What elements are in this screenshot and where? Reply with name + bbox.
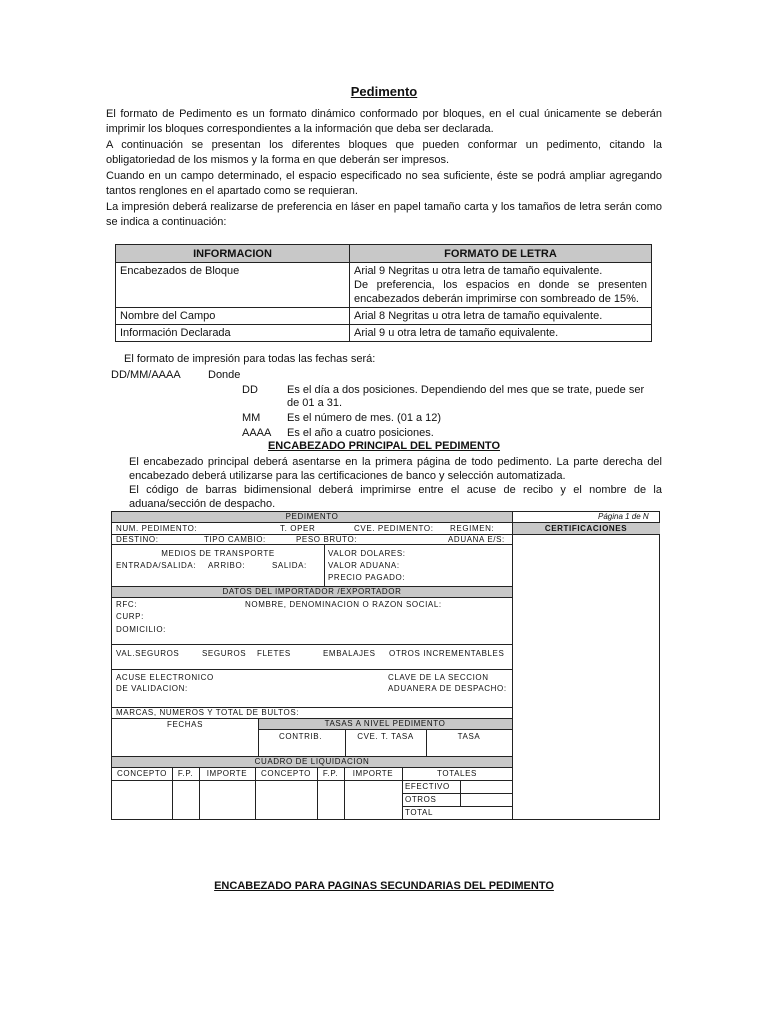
- label-aduanera-despacho: ADUANERA DE DESPACHO:: [388, 684, 507, 693]
- label-domicilio: DOMICILIO:: [116, 625, 167, 634]
- table-row: [116, 308, 652, 325]
- form-header-pedimento: PEDIMENTO: [285, 512, 339, 521]
- liq-header-concepto-1: CONCEPTO: [117, 769, 167, 778]
- label-curp: CURP:: [116, 612, 144, 621]
- label-valor-dolares: VALOR DOLARES:: [328, 549, 406, 558]
- label-contrib: CONTRIB.: [279, 732, 323, 741]
- date-code-dd: DD: [242, 384, 258, 396]
- cell-info: Encabezados de Bloque: [116, 263, 350, 308]
- cell-format: Arial 8 Negritas u otra letra de tamaño equivalente.: [350, 308, 652, 325]
- form-header-cuadro-liquidacion: CUADRO DE LIQUIDACION: [254, 757, 370, 766]
- label-acuse: ACUSE ELECTRONICO: [116, 673, 214, 682]
- section-heading-principal: ENCABEZADO PRINCIPAL DEL PEDIMENTO: [267, 440, 501, 452]
- label-arribo: ARRIBO:: [208, 561, 246, 570]
- label-seguros: SEGUROS: [202, 649, 247, 658]
- label-nombre: NOMBRE, DENOMINACION O RAZON SOCIAL:: [245, 600, 442, 609]
- pedimento-form: [111, 511, 660, 820]
- section1-paragraph-2: El código de barras bidimensional deberá imprimirse entre el acuse de recibo y el nombre de la aduana/sección de despacho.: [129, 484, 662, 510]
- label-salida: SALIDA:: [272, 561, 307, 570]
- liq-header-totales: TOTALES: [437, 769, 477, 778]
- paragraph-3: Cuando en un campo determinado, el espacio especificado no sea suficiente, éste se podrá ampliar agregando tantos renglones en el apartado como se requieran.: [106, 170, 662, 197]
- label-cve-t-tasa: CVE. T. TASA: [357, 732, 414, 741]
- date-desc-mm: Es el número de mes. (01 a 12): [287, 412, 442, 424]
- header-informacion: INFORMACION: [116, 245, 350, 263]
- label-cve-pedimento: CVE. PEDIMENTO:: [354, 524, 434, 533]
- cell-format: [350, 263, 652, 308]
- label-fechas: FECHAS: [166, 720, 204, 729]
- paragraph-1: El formato de Pedimento es un formato dinámico conformado por bloques, en el cual únicamente se deberán imprimir los bloques correspondientes a la información que deba ser declarada.: [106, 108, 662, 135]
- font-format-table: [115, 244, 652, 342]
- liq-header-importe-2: IMPORTE: [352, 769, 394, 778]
- label-regimen: REGIMEN:: [450, 524, 495, 533]
- label-total: TOTAL: [405, 808, 434, 817]
- liq-header-concepto-2: CONCEPTO: [261, 769, 311, 778]
- label-medios-transporte: MEDIOS DE TRANSPORTE: [161, 549, 275, 558]
- form-header-tasas: TASAS A NIVEL PEDIMENTO: [324, 719, 446, 728]
- paragraph-2: A continuación se presentan los diferentes bloques que pueden conformar un pedimento, citando la obligatoriedad de los mismos y la forma en que deberán ser impresos.: [106, 139, 662, 166]
- header-formato: FORMATO DE LETRA: [350, 245, 652, 263]
- form-header-importador: DATOS DEL IMPORTADOR /EXPORTADOR: [222, 587, 402, 596]
- cell-info: Nombre del Campo: [116, 308, 350, 325]
- format-extra: De preferencia, los espacios en donde se presenten encabezados deberán imprimirse con sombreado de 15%.: [354, 279, 647, 305]
- liq-header-fp-1: F.P.: [177, 769, 194, 778]
- date-desc-aaaa: Es el año a cuatro posiciones.: [287, 427, 434, 439]
- date-desc-dd: Es el día a dos posiciones. Dependiendo del mes que se trate, puede ser: [287, 384, 645, 396]
- label-rfc: RFC:: [116, 600, 138, 609]
- table-header-row: [116, 245, 652, 263]
- label-precio-pagado: PRECIO PAGADO:: [328, 573, 406, 582]
- table-row: [116, 325, 652, 342]
- label-val-seguros: VAL.SEGUROS: [116, 649, 180, 658]
- format-text: Arial 9 Negritas u otra letra de tamaño equivalente.: [354, 265, 603, 277]
- paragraph-4: La impresión deberá realizarse de preferencia en láser en papel tamaño carta y los tamaños de letra serán como se indica a continuación:: [106, 201, 662, 228]
- dates-donde: Donde: [208, 369, 241, 381]
- label-destino: DESTINO:: [116, 535, 159, 544]
- label-efectivo: EFECTIVO: [405, 782, 450, 791]
- label-entrada-salida: ENTRADA/SALIDA:: [116, 561, 197, 570]
- form-header-certificaciones: CERTIFICACIONES: [544, 524, 628, 533]
- form-page-number: Página 1 de N: [598, 512, 649, 521]
- label-valor-aduana: VALOR ADUANA:: [328, 561, 400, 570]
- label-tasa: TASA: [457, 732, 481, 741]
- cell-info: Información Declarada: [116, 325, 350, 342]
- label-otros: OTROS: [405, 795, 437, 804]
- label-fletes: FLETES: [257, 649, 291, 658]
- label-embalajes: EMBALAJES: [323, 649, 376, 658]
- label-marcas: MARCAS, NUMEROS Y TOTAL DE BULTOS:: [116, 708, 300, 717]
- cell-format: Arial 9 u otra letra de tamaño equivalente.: [350, 325, 652, 342]
- date-desc-dd-2: de 01 a 31.: [287, 397, 343, 409]
- label-otros-incrementables: OTROS INCREMENTABLES: [389, 649, 505, 658]
- dates-format: DD/MM/AAAA: [111, 369, 181, 381]
- date-code-mm: MM: [242, 412, 261, 424]
- label-de-validacion: DE VALIDACION:: [116, 684, 188, 693]
- section-heading-secundarias: ENCABEZADO PARA PAGINAS SECUNDARIAS DEL PEDIMENTO: [214, 880, 554, 892]
- dates-intro: El formato de impresión para todas las fechas será:: [124, 353, 376, 365]
- table-row: [116, 263, 652, 308]
- label-peso-bruto: PESO BRUTO:: [296, 535, 358, 544]
- label-aduana-es: ADUANA E/S:: [448, 535, 505, 544]
- liq-header-fp-2: F.P.: [322, 769, 339, 778]
- section1-paragraph-1: El encabezado principal deberá asentarse en la primera página de todo pedimento. La parte derecha del encabezado deberá utilizarse para las certificaciones de banco y selección automatizada.: [129, 456, 662, 482]
- liq-header-importe-1: IMPORTE: [206, 769, 248, 778]
- label-num-pedimento: NUM. PEDIMENTO:: [116, 524, 198, 533]
- label-tipo-cambio: TIPO CAMBIO:: [204, 535, 266, 544]
- date-code-aaaa: AAAA: [242, 427, 272, 439]
- label-clave-seccion: CLAVE DE LA SECCION: [388, 673, 489, 682]
- label-t-oper: T. OPER: [280, 524, 316, 533]
- page-title: Pedimento: [350, 84, 418, 99]
